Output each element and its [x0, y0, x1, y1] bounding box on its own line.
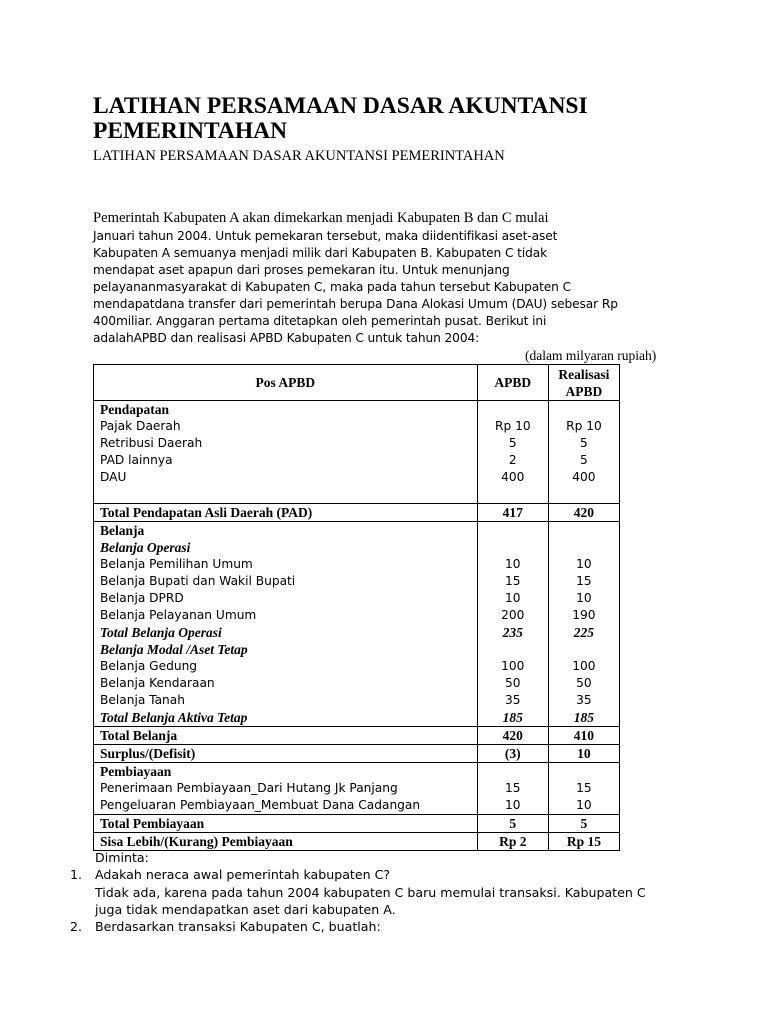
realisasi-value: Rp 15	[566, 834, 601, 849]
realisasi-value: 15	[576, 574, 592, 588]
realisasi-value: 420	[573, 505, 595, 520]
intro-line: Januari tahun 2004. Untuk pemekaran tersebut, maka diidentifikasi aset-aset	[93, 229, 558, 243]
subtotal-label: Total Belanja Operasi	[100, 625, 222, 640]
realisasi-value: 10	[577, 746, 591, 761]
intro-line: mendapatdana transfer dari pemerintah berupa Dana Alokasi Umum (DAU) sebesar Rp	[93, 297, 618, 311]
row-label: Pajak Daerah	[100, 419, 181, 433]
apbd-value: 50	[505, 676, 521, 690]
subsection-heading: Belanja Modal /Aset Tetap	[100, 642, 248, 657]
apbd-value: 10	[505, 591, 521, 605]
apbd-value: Rp 2	[499, 834, 527, 849]
intro-line: 400miliar. Anggaran pertama ditetapkan oleh pemerintah pusat. Berikut ini	[93, 314, 547, 328]
realisasi-value: 5	[580, 453, 588, 467]
intro-line: Pemerintah Kabupaten A akan dimekarkan menjadi Kabupaten B dan C mulai	[93, 210, 549, 226]
document-subtitle: LATIHAN PERSAMAAN DASAR AKUNTANSI PEMERINTAHAN	[93, 148, 505, 164]
apbd-value: 100	[501, 659, 525, 673]
question-item	[70, 919, 381, 934]
row-label: Sisa Lebih/(Kurang) Pembiayaan	[100, 834, 293, 849]
row-label: DAU	[100, 470, 127, 484]
header-realisasi-label: Realisasi APBD	[558, 366, 610, 399]
realisasi-subtotal: 225	[573, 625, 595, 640]
apbd-value: 200	[501, 608, 525, 622]
apbd-value: 400	[501, 470, 525, 484]
apbd-subtotal: 235	[502, 625, 523, 640]
questions-label: Diminta:	[95, 850, 149, 865]
row-label: Belanja Pemilihan Umum	[100, 557, 253, 571]
realisasi-value: 10	[576, 557, 592, 571]
question-text: Berdasarkan transaksi Kabupaten C, buatlah:	[95, 919, 381, 934]
document-title: LATIHAN PERSAMAAN DASAR AKUNTANSI PEMERINTAHAN	[93, 93, 588, 144]
realisasi-value: 50	[576, 676, 592, 690]
apbd-value: Rp 10	[494, 419, 531, 433]
answer-line: Tidak ada, karena pada tahun 2004 kabupaten C baru memulai transaksi. Kabupaten C	[95, 885, 646, 900]
realisasi-value: 10	[576, 591, 592, 605]
section-heading: Pembiayaan	[100, 764, 172, 779]
row-label: Total Pendapatan Asli Daerah (PAD)	[100, 505, 313, 520]
apbd-value: 420	[502, 728, 523, 743]
realisasi-value: 35	[576, 693, 592, 707]
row-label: Pengeluaran Pembiayaan_Membuat Dana Cadangan	[100, 798, 421, 812]
row-label: Belanja DPRD	[100, 591, 184, 605]
table-row	[94, 522, 620, 727]
answer-line: juga tidak mendapatkan aset dari kabupaten A.	[95, 902, 396, 917]
row-label: PAD lainnya	[100, 453, 173, 467]
row-label: Total Pembiayaan	[100, 816, 205, 831]
realisasi-value: 10	[576, 798, 592, 812]
realisasi-subtotal: 185	[573, 710, 595, 725]
table-row	[94, 401, 620, 504]
realisasi-value: 190	[572, 608, 596, 622]
question-item	[70, 867, 390, 882]
realisasi-value: 100	[572, 659, 596, 673]
apbd-value: 10	[505, 798, 521, 812]
table-row-surplus	[94, 745, 620, 763]
intro-line: Kabupaten A semuanya menjadi milik dari Kabupaten B. Kabupaten C tidak	[93, 246, 548, 260]
apbd-value: 35	[505, 693, 521, 707]
realisasi-value: 410	[573, 728, 595, 743]
header-pos: Pos APBD	[94, 365, 478, 401]
section-heading: Belanja	[100, 523, 145, 538]
question-number: 2.	[70, 919, 83, 934]
question-number: 1.	[70, 867, 83, 882]
row-label: Penerimaan Pembiayaan_Dari Hutang Jk Panjang	[100, 781, 398, 795]
row-label: Belanja Gedung	[100, 659, 198, 673]
row-label: Belanja Tanah	[100, 693, 185, 707]
intro-line: mendapat aset apapun dari proses pemekaran itu. Untuk menunjang	[93, 263, 510, 277]
row-label: Belanja Kendaraan	[100, 676, 215, 690]
header-apbd: APBD	[477, 365, 548, 401]
unit-note: (dalam milyaran rupiah)	[525, 348, 657, 363]
apbd-value: 5	[509, 816, 517, 831]
realisasi-value: 400	[572, 470, 596, 484]
apbd-value: 15	[505, 574, 521, 588]
subtotal-label: Total Belanja Aktiva Tetap	[100, 710, 248, 725]
table-row	[94, 763, 620, 815]
realisasi-value: Rp 10	[566, 419, 602, 433]
question-text: Adakah neraca awal pemerintah kabupaten C?	[95, 867, 391, 882]
table-row-sisa	[94, 833, 620, 851]
intro-line: pelayananmasyarakat di Kabupaten C, maka pada tahun tersebut Kabupaten C	[93, 280, 571, 294]
header-realisasi	[548, 365, 619, 401]
row-label: Belanja Pelayanan Umum	[100, 608, 257, 622]
intro-line: adalahAPBD dan realisasi APBD Kabupaten C untuk tahun 2004:	[93, 331, 480, 345]
row-label: Retribusi Daerah	[100, 436, 203, 450]
table-header-row	[94, 365, 620, 401]
table-row-total-belanja	[94, 727, 620, 745]
apbd-value: 417	[502, 505, 523, 520]
apbd-value: (3)	[504, 746, 521, 761]
section-heading: Pendapatan	[100, 402, 170, 417]
row-label: Belanja Bupati dan Wakil Bupati	[100, 574, 296, 588]
apbd-value: 15	[505, 781, 521, 795]
apbd-subtotal: 185	[502, 710, 523, 725]
apbd-value: 2	[508, 453, 517, 467]
table-row-total-pembiayaan	[94, 815, 620, 833]
apbd-value: 10	[505, 557, 521, 571]
row-label: Surplus/(Defisit)	[100, 746, 196, 761]
realisasi-value: 15	[576, 781, 592, 795]
subsection-heading: Belanja Operasi	[100, 540, 191, 555]
table-row-total-pendapatan	[94, 504, 620, 522]
budget-table	[93, 364, 620, 851]
realisasi-value: 5	[580, 436, 588, 450]
apbd-value: 5	[508, 436, 517, 450]
row-label: Total Belanja	[100, 728, 178, 743]
realisasi-value: 5	[580, 816, 588, 831]
